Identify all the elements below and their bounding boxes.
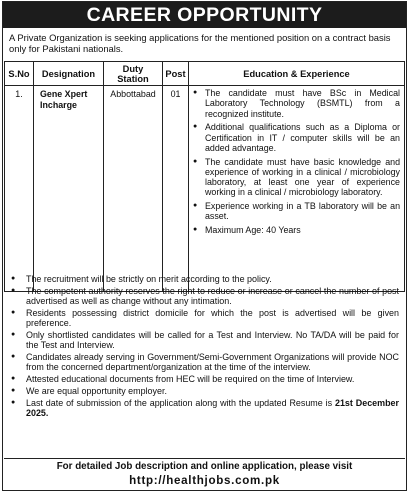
table-row [5,86,405,292]
website-link[interactable]: http://healthjobs.com.pk [129,474,280,487]
requirement-item: ● Maximum Age: 40 Years [191,225,400,235]
cell-duty-station: Abbottabad [104,86,163,292]
cell-requirements [189,86,405,292]
terms-section [4,269,405,459]
header-education-experience: Education & Experience [189,62,405,86]
cell-designation: Gene Xpert Incharge [34,86,104,292]
requirement-item: ● The candidate must have basic knowledge and experience of working in a clinical / microbiology laboratory, at least one year of experience working in a clinical / microbiology laboratory. [191,157,400,198]
term-item: ● Residents possessing district domicile for which the post is advertised will be given preference. [10,308,399,329]
term-item-last-date [10,398,399,419]
term-item: ● The competent authority reserves the right to reduce or increase or cancel the number of post advertised as well as change without any intimation. [10,286,399,307]
requirement-item: ● The candidate must have BSc in Medical Laboratory Technology (BSMTL) from a recognized institute. [191,88,400,119]
terms-list [10,274,399,418]
term-item: ● Only shortlisted candidates will be called for a Test and Interview. No TA/DA will be paid for the Test and Interview. [10,330,399,351]
header-sno: S.No [5,62,34,86]
term-item: ● We are equal opportunity employer. [10,386,399,396]
header-duty-station: Duty Station [104,62,163,86]
page-title: CAREER OPPORTUNITY [3,2,406,28]
requirements-list [191,88,400,235]
requirement-item: ● Experience working in a TB laboratory will be an asset. [191,201,400,222]
intro-text: A Private Organization is seeking applications for the mentioned position on a contract basis only for Pakistani nationals. [9,32,391,54]
requirement-item: ● Additional qualifications such as a Diploma or Certification in IT / computer skills will be an added advantage. [191,122,400,153]
term-item: ● Candidates already serving in Government/Semi-Government Organizations will provide NOC from the concerned department/organization at the time of the interview. [10,352,399,373]
header-designation: Designation [34,62,104,86]
term-item: ● Attested educational documents from HEC will be required on the time of Interview. [10,374,399,384]
footer-note: For detailed Job description and online application, please visit [56,461,353,472]
last-date-value: 21st December 2025. [26,397,399,418]
footer [3,460,406,488]
last-date-text: Last date of submission of the application along with the updated Resume is [26,397,335,408]
term-item: ● The recruitment will be strictly on merit according to the policy. [10,274,399,284]
job-table [4,61,405,292]
cell-post: 01 [163,86,189,292]
cell-sno: 1. [5,86,34,292]
job-advertisement [2,1,407,491]
header-post: Post [163,62,189,86]
table-header-row [5,62,405,86]
